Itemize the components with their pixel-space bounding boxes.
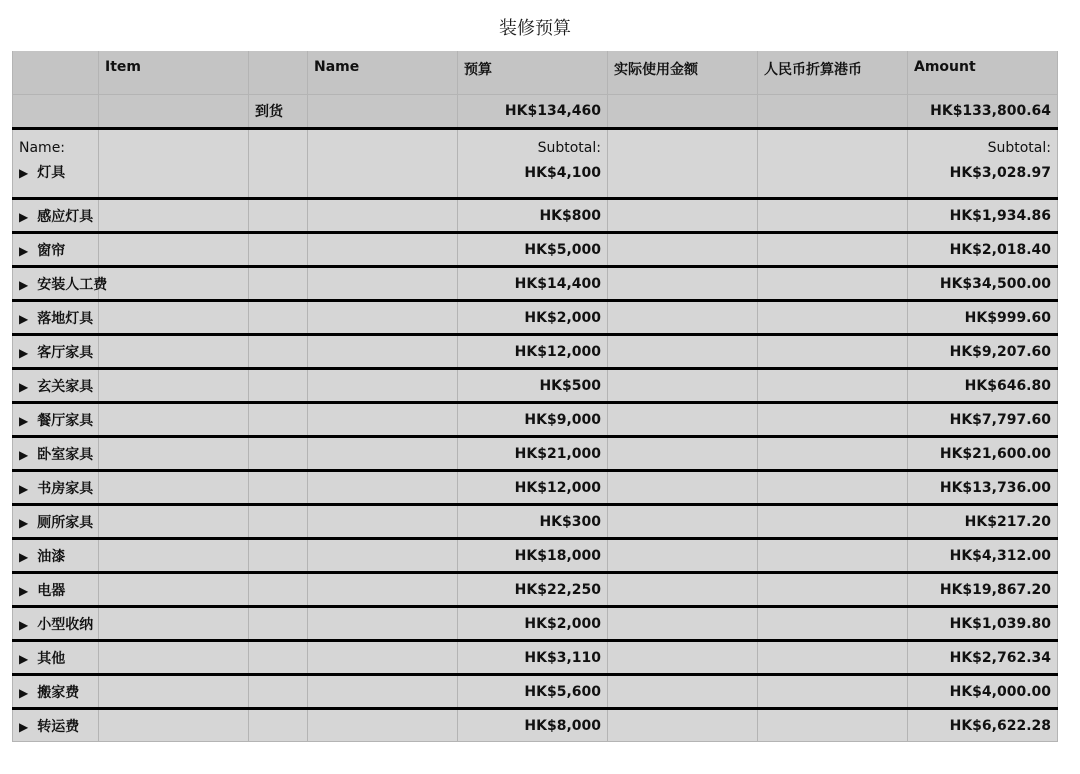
group-budget-cell[interactable]: HK$22,250	[458, 573, 608, 607]
group-name-cell[interactable]	[13, 301, 99, 335]
group-label	[19, 379, 93, 395]
group-cell-name[interactable]	[308, 641, 458, 675]
group-row[interactable]	[13, 267, 1058, 301]
group-cell-rmb-hkd[interactable]	[758, 539, 908, 573]
total-cell-3[interactable]	[308, 95, 458, 129]
disclosure-triangle-icon[interactable]: ▶	[19, 166, 29, 180]
group-cell-2[interactable]	[249, 675, 308, 709]
group-cell-item[interactable]	[99, 709, 249, 742]
group-label	[19, 685, 79, 701]
group-cell-rmb-hkd[interactable]	[758, 233, 908, 267]
group-name-cell[interactable]	[13, 369, 99, 403]
group-cell-rmb-hkd[interactable]	[758, 573, 908, 607]
group-amount-cell[interactable]	[908, 129, 1058, 199]
sheet-title: 装修预算	[499, 18, 571, 39]
group-cell-rmb-hkd[interactable]	[758, 301, 908, 335]
group-amount-cell[interactable]: HK$217.20	[908, 505, 1058, 539]
group-cell-2[interactable]	[249, 335, 308, 369]
group-cell-item[interactable]	[99, 539, 249, 573]
group-cell-2[interactable]	[249, 471, 308, 505]
total-cell-0[interactable]	[13, 95, 99, 129]
group-label	[19, 243, 65, 259]
total-cell-6[interactable]	[758, 95, 908, 129]
group-cell-item[interactable]	[99, 267, 249, 301]
group-label	[19, 209, 93, 225]
disclosure-triangle-icon[interactable]: ▶	[19, 345, 29, 360]
group-budget-cell[interactable]: HK$12,000	[458, 471, 608, 505]
group-budget-value: HK$4,100	[524, 165, 601, 181]
group-label	[19, 311, 93, 327]
group-cell-actual[interactable]	[608, 471, 758, 505]
group-name-cell[interactable]	[13, 437, 99, 471]
group-cell-rmb-hkd[interactable]	[758, 505, 908, 539]
group-cell-2[interactable]	[249, 369, 308, 403]
group-label	[19, 481, 93, 497]
group-row[interactable]	[13, 403, 1058, 437]
total-status-cell[interactable]: 到货	[249, 95, 308, 129]
group-cell-name[interactable]	[308, 369, 458, 403]
group-cell-rmb-hkd[interactable]	[758, 641, 908, 675]
group-cell-rmb-hkd[interactable]	[758, 675, 908, 709]
group-cell-actual[interactable]	[608, 539, 758, 573]
group-name-cell[interactable]	[13, 641, 99, 675]
total-cell-1[interactable]	[99, 95, 249, 129]
group-cell-rmb-hkd[interactable]	[758, 335, 908, 369]
group-cell-name[interactable]	[308, 471, 458, 505]
group-cell-rmb-hkd[interactable]	[758, 709, 908, 742]
group-name: 书房家具	[37, 480, 94, 497]
group-name: 客厅家具	[37, 344, 94, 361]
group-row[interactable]	[13, 471, 1058, 505]
group-budget-cell[interactable]: HK$8,000	[458, 709, 608, 742]
group-name-cell[interactable]	[13, 233, 99, 267]
header-cell-actual[interactable]: 实际使用金额	[608, 51, 758, 95]
group-name: 其他	[37, 650, 66, 667]
disclosure-triangle-icon[interactable]: ▶	[19, 685, 29, 700]
group-cell-actual[interactable]	[608, 233, 758, 267]
group-cell-item[interactable]	[99, 335, 249, 369]
disclosure-triangle-icon[interactable]: ▶	[19, 549, 29, 564]
group-name: 厕所家具	[37, 514, 94, 531]
header-cell-budget[interactable]: 预算	[458, 51, 608, 95]
group-cell-actual[interactable]	[608, 709, 758, 742]
disclosure-triangle-icon[interactable]: ▶	[19, 651, 29, 666]
group-name-cell[interactable]	[13, 573, 99, 607]
group-cell-item[interactable]	[99, 437, 249, 471]
budget-subtotal-label: Subtotal:	[537, 140, 601, 156]
group-cell-item[interactable]	[99, 129, 249, 199]
group-row[interactable]	[13, 369, 1058, 403]
group-budget-cell[interactable]: HK$18,000	[458, 539, 608, 573]
name-label: Name:	[19, 140, 66, 156]
group-cell-item[interactable]	[99, 301, 249, 335]
group-cell-rmb-hkd[interactable]	[758, 403, 908, 437]
group-row[interactable]	[13, 607, 1058, 641]
group-cell-item[interactable]	[99, 675, 249, 709]
group-cell-2[interactable]	[249, 301, 308, 335]
disclosure-triangle-icon[interactable]: ▶	[19, 719, 29, 734]
total-budget-cell[interactable]: HK$134,460	[458, 95, 608, 129]
group-amount-cell[interactable]: HK$2,018.40	[908, 233, 1058, 267]
group-amount-cell[interactable]: HK$1,934.86	[908, 199, 1058, 233]
group-name-cell[interactable]	[13, 129, 99, 199]
group-row[interactable]	[13, 505, 1058, 539]
group-amount-cell[interactable]: HK$1,039.80	[908, 607, 1058, 641]
group-budget-cell[interactable]: HK$3,110	[458, 641, 608, 675]
group-budget-cell[interactable]: HK$9,000	[458, 403, 608, 437]
disclosure-triangle-icon[interactable]: ▶	[19, 481, 29, 496]
group-label	[19, 345, 93, 361]
group-cell-item[interactable]	[99, 403, 249, 437]
group-row[interactable]	[13, 199, 1058, 233]
group-cell-actual[interactable]	[608, 335, 758, 369]
group-label	[19, 549, 65, 565]
disclosure-triangle-icon[interactable]: ▶	[19, 311, 29, 326]
group-cell-2[interactable]	[249, 573, 308, 607]
group-cell-name[interactable]	[308, 403, 458, 437]
group-cell-actual[interactable]	[608, 675, 758, 709]
group-cell-2[interactable]	[249, 539, 308, 573]
group-name-cell[interactable]	[13, 403, 99, 437]
group-row[interactable]	[13, 573, 1058, 607]
group-cell-item[interactable]	[99, 573, 249, 607]
total-amount-cell[interactable]: HK$133,800.64	[908, 95, 1058, 129]
group-amount-value: HK$3,028.97	[949, 165, 1051, 181]
group-label	[19, 583, 65, 599]
group-cell-name[interactable]	[308, 233, 458, 267]
budget-table	[12, 51, 1058, 742]
group-cell-item[interactable]	[99, 641, 249, 675]
total-row	[13, 95, 1058, 129]
amount-subtotal-label: Subtotal:	[987, 140, 1051, 156]
group-label	[19, 447, 93, 463]
disclosure-triangle-icon[interactable]: ▶	[19, 243, 29, 258]
group-cell-actual[interactable]	[608, 607, 758, 641]
group-amount-cell[interactable]: HK$2,762.34	[908, 641, 1058, 675]
group-budget-cell[interactable]: HK$300	[458, 505, 608, 539]
disclosure-triangle-icon[interactable]: ▶	[19, 447, 29, 462]
group-label	[19, 651, 65, 667]
group-cell-actual[interactable]	[608, 403, 758, 437]
group-budget-cell[interactable]: HK$5,000	[458, 233, 608, 267]
group-amount-cell[interactable]: HK$646.80	[908, 369, 1058, 403]
group-cell-item[interactable]	[99, 233, 249, 267]
group-cell-name[interactable]	[308, 709, 458, 742]
group-cell-2[interactable]	[249, 641, 308, 675]
group-name: 安装人工费	[37, 276, 108, 293]
group-cell-name[interactable]	[308, 129, 458, 199]
group-name: 灯具	[37, 165, 66, 181]
group-cell-item[interactable]	[99, 199, 249, 233]
total-cell-5[interactable]	[608, 95, 758, 129]
header-row	[13, 51, 1058, 95]
group-name-cell[interactable]	[13, 505, 99, 539]
group-cell-rmb-hkd[interactable]	[758, 437, 908, 471]
group-name-cell[interactable]	[13, 267, 108, 301]
group-name: 电器	[37, 582, 66, 599]
group-cell-2[interactable]	[249, 709, 308, 742]
group-amount-cell[interactable]: HK$19,867.20	[908, 573, 1058, 607]
group-cell-rmb-hkd[interactable]	[758, 369, 908, 403]
header-cell-name[interactable]: Name	[308, 51, 458, 95]
header-cell-amount[interactable]: Amount	[908, 51, 1058, 95]
group-budget-cell[interactable]: HK$800	[458, 199, 608, 233]
group-cell-rmb-hkd[interactable]	[758, 129, 908, 199]
group-cell-name[interactable]	[308, 675, 458, 709]
group-cell-rmb-hkd[interactable]	[758, 471, 908, 505]
group-row[interactable]	[13, 233, 1058, 267]
header-cell-0[interactable]	[13, 51, 99, 95]
header-cell-item[interactable]: Item	[99, 51, 249, 95]
group-cell-rmb-hkd[interactable]	[758, 267, 908, 301]
group-row[interactable]	[13, 301, 1058, 335]
group-cell-2[interactable]	[249, 267, 308, 301]
group-budget-cell[interactable]: HK$21,000	[458, 437, 608, 471]
group-cell-rmb-hkd[interactable]	[758, 199, 908, 233]
group-name: 搬家费	[37, 684, 80, 701]
group-name: 转运费	[37, 718, 80, 735]
group-name: 餐厅家具	[37, 412, 94, 429]
group-label	[19, 413, 93, 429]
group-cell-item[interactable]	[99, 471, 249, 505]
disclosure-triangle-icon[interactable]: ▶	[19, 515, 29, 530]
group-cell-name[interactable]	[308, 437, 458, 471]
group-cell-item[interactable]	[99, 369, 249, 403]
group-cell-2[interactable]	[249, 129, 308, 199]
group-amount-cell[interactable]: HK$7,797.60	[908, 403, 1058, 437]
group-cell-actual[interactable]	[608, 573, 758, 607]
group-amount-cell[interactable]: HK$21,600.00	[908, 437, 1058, 471]
group-label	[19, 617, 93, 633]
group-name-cell[interactable]	[13, 539, 99, 573]
group-cell-actual[interactable]	[608, 129, 758, 199]
disclosure-triangle-icon[interactable]: ▶	[19, 209, 29, 224]
group-row[interactable]	[13, 675, 1058, 709]
group-cell-rmb-hkd[interactable]	[758, 607, 908, 641]
group-label	[19, 719, 79, 735]
group-name-cell[interactable]	[13, 675, 99, 709]
group-budget-cell[interactable]: HK$5,600	[458, 675, 608, 709]
group-name: 小型收纳	[37, 616, 94, 633]
group-budget-cell[interactable]: HK$12,000	[458, 335, 608, 369]
group-name: 卧室家具	[37, 446, 94, 463]
group-label	[19, 515, 93, 531]
group-row[interactable]	[13, 641, 1058, 675]
group-budget-cell[interactable]: HK$2,000	[458, 607, 608, 641]
group-row[interactable]	[13, 539, 1058, 573]
header-cell-2[interactable]	[249, 51, 308, 95]
group-amount-cell[interactable]: HK$13,736.00	[908, 471, 1058, 505]
group-budget-cell[interactable]	[458, 129, 608, 199]
group-amount-cell[interactable]: HK$4,000.00	[908, 675, 1058, 709]
group-cell-actual[interactable]	[608, 267, 758, 301]
group-amount-cell[interactable]: HK$34,500.00	[908, 267, 1058, 301]
group-cell-name[interactable]	[308, 573, 458, 607]
group-amount-cell[interactable]: HK$9,207.60	[908, 335, 1058, 369]
group-row[interactable]	[13, 709, 1058, 742]
disclosure-triangle-icon[interactable]: ▶	[19, 277, 29, 292]
group-row[interactable]	[13, 129, 1058, 199]
group-cell-name[interactable]	[308, 539, 458, 573]
disclosure-triangle-icon[interactable]: ▶	[19, 583, 29, 598]
group-name: 落地灯具	[37, 310, 94, 327]
group-amount-cell[interactable]: HK$4,312.00	[908, 539, 1058, 573]
group-cell-name[interactable]	[308, 505, 458, 539]
group-cell-2[interactable]	[249, 437, 308, 471]
group-cell-2[interactable]	[249, 607, 308, 641]
group-label	[19, 164, 92, 182]
group-row[interactable]	[13, 437, 1058, 471]
group-cell-item[interactable]	[99, 505, 249, 539]
group-budget-cell[interactable]: HK$2,000	[458, 301, 608, 335]
group-budget-cell[interactable]: HK$14,400	[458, 267, 608, 301]
disclosure-triangle-icon[interactable]: ▶	[19, 379, 29, 394]
disclosure-triangle-icon[interactable]: ▶	[19, 617, 29, 632]
group-name: 窗帘	[37, 242, 66, 259]
group-name-cell[interactable]	[13, 607, 99, 641]
group-cell-actual[interactable]	[608, 199, 758, 233]
group-cell-actual[interactable]	[608, 505, 758, 539]
group-label	[19, 277, 107, 293]
group-amount-cell[interactable]: HK$999.60	[908, 301, 1058, 335]
group-name: 油漆	[37, 548, 66, 565]
group-cell-2[interactable]	[249, 403, 308, 437]
group-cell-2[interactable]	[249, 233, 308, 267]
group-name-cell[interactable]	[13, 709, 99, 742]
group-cell-actual[interactable]	[608, 301, 758, 335]
header-cell-rmb-hkd[interactable]: 人民币折算港币	[758, 51, 908, 95]
group-amount-cell[interactable]: HK$6,622.28	[908, 709, 1058, 742]
group-name-cell[interactable]	[13, 335, 99, 369]
group-cell-item[interactable]	[99, 607, 249, 641]
group-cell-name[interactable]	[308, 607, 458, 641]
group-name: 感应灯具	[37, 208, 94, 225]
group-cell-actual[interactable]	[608, 437, 758, 471]
group-cell-name[interactable]	[308, 267, 458, 301]
group-cell-name[interactable]	[308, 335, 458, 369]
group-cell-name[interactable]	[308, 199, 458, 233]
group-budget-cell[interactable]: HK$500	[458, 369, 608, 403]
group-cell-name[interactable]	[308, 301, 458, 335]
group-cell-actual[interactable]	[608, 641, 758, 675]
group-row[interactable]	[13, 335, 1058, 369]
disclosure-triangle-icon[interactable]: ▶	[19, 413, 29, 428]
group-cell-2[interactable]	[249, 505, 308, 539]
group-name: 玄关家具	[37, 378, 94, 395]
group-cell-2[interactable]	[249, 199, 308, 233]
group-cell-actual[interactable]	[608, 369, 758, 403]
group-name-cell[interactable]	[13, 199, 99, 233]
group-name-cell[interactable]	[13, 471, 99, 505]
